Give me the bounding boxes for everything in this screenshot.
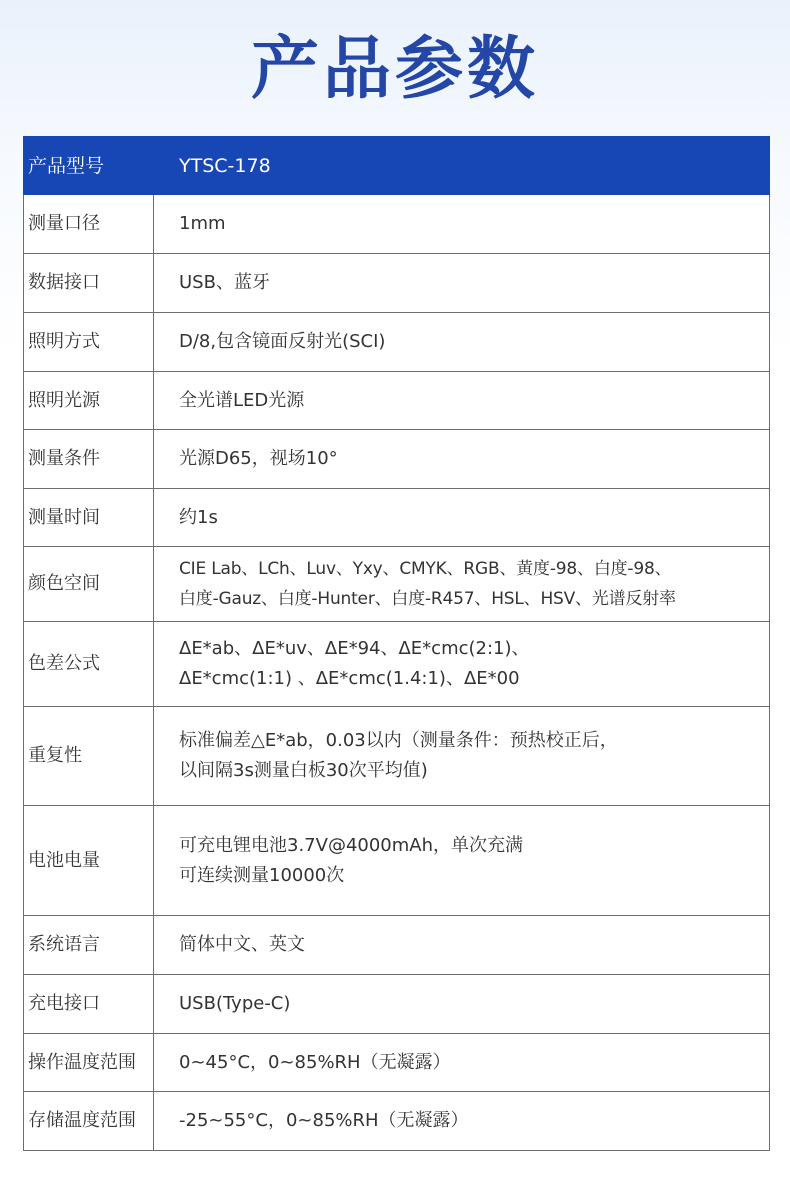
spec-row-charging <box>24 975 770 1034</box>
spec-label: 数据接口 <box>24 254 154 313</box>
spec-row-color-space <box>24 547 770 622</box>
spec-row-model <box>24 137 770 195</box>
spec-row-illumination <box>24 313 770 372</box>
spec-label: 操作温度范围 <box>24 1034 154 1092</box>
spec-value: 0~45°C，0~85%RH（无凝露） <box>154 1034 770 1092</box>
spec-value: 标准偏差△E*ab，0.03以内（测量条件：预热校正后， 以间隔3s测量白板30次平均值) <box>154 707 770 806</box>
spec-label: 照明光源 <box>24 372 154 430</box>
spec-label: 测量口径 <box>24 195 154 254</box>
spec-value: USB(Type-C) <box>154 975 770 1034</box>
spec-row-operating-temp <box>24 1034 770 1092</box>
spec-label: 测量时间 <box>24 489 154 547</box>
spec-value: CIE Lab、LCh、Luv、Yxy、CMYK、RGB、黄度-98、白度-98、 白度-Gauz、白度-Hunter、白度-R457、HSL、HSV、光谱反射率 <box>154 547 770 622</box>
spec-row-repeatability <box>24 707 770 806</box>
spec-row-light-source <box>24 372 770 430</box>
spec-row-language <box>24 916 770 975</box>
spec-value: 光源D65，视场10° <box>154 430 770 489</box>
spec-row-aperture <box>24 195 770 254</box>
spec-value: 约1s <box>154 489 770 547</box>
spec-table <box>23 136 770 1151</box>
spec-row-formula <box>24 622 770 707</box>
spec-label: 充电接口 <box>24 975 154 1034</box>
page-title: 产品参数 <box>250 30 539 109</box>
spec-label: 照明方式 <box>24 313 154 372</box>
spec-row-battery <box>24 806 770 916</box>
spec-label: 系统语言 <box>24 916 154 975</box>
spec-label: 色差公式 <box>24 622 154 707</box>
spec-value: 可充电锂电池3.7V@4000mAh，单次充满 可连续测量10000次 <box>154 806 770 916</box>
spec-row-interface <box>24 254 770 313</box>
spec-label: 电池电量 <box>24 806 154 916</box>
spec-label: 存储温度范围 <box>24 1092 154 1151</box>
spec-row-storage-temp <box>24 1092 770 1151</box>
spec-value: 1mm <box>154 195 770 254</box>
spec-value: 全光谱LED光源 <box>154 372 770 430</box>
spec-label: 测量条件 <box>24 430 154 489</box>
spec-value: D/8,包含镜面反射光(SCI) <box>154 313 770 372</box>
spec-value: USB、蓝牙 <box>154 254 770 313</box>
spec-value: -25~55°C，0~85%RH（无凝露） <box>154 1092 770 1151</box>
spec-label: 产品型号 <box>24 137 154 195</box>
spec-value: 简体中文、英文 <box>154 916 770 975</box>
spec-row-time <box>24 489 770 547</box>
spec-label: 重复性 <box>24 707 154 806</box>
spec-value: YTSC-178 <box>154 137 770 195</box>
spec-label: 颜色空间 <box>24 547 154 622</box>
spec-row-conditions <box>24 430 770 489</box>
spec-value: ΔE*ab、ΔE*uv、ΔE*94、ΔE*cmc(2:1)、 ΔE*cmc(1:1) 、ΔE*cmc(1.4:1)、ΔE*00 <box>154 622 770 707</box>
